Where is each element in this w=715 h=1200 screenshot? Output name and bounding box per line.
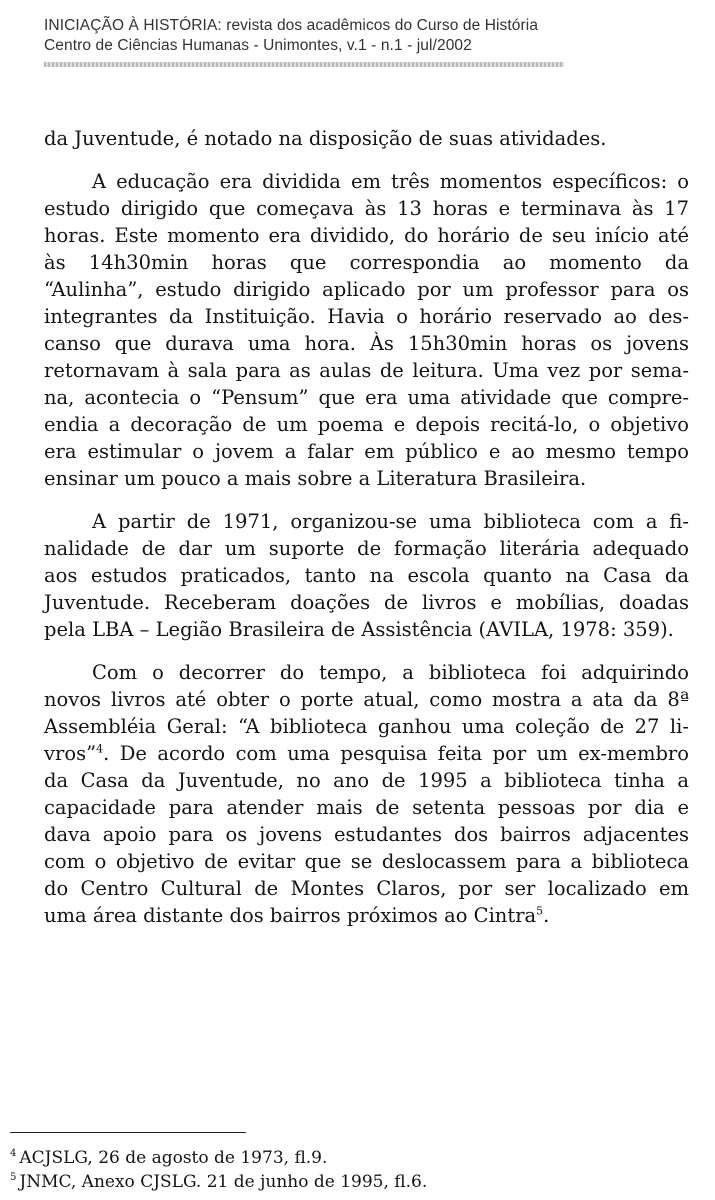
paragraph-line: endia a decoração de um poema e depois recitá-lo, o objetivo [44,413,689,436]
paragraph-line: retornavam à sala para as aulas de leitura. Uma vez por sema- [44,359,689,382]
footnote-ref: 5 [536,904,544,918]
paragraph-line: ensinar um pouco a mais sobre a Literatura Brasileira. [44,467,587,490]
paragraph-line: novos livros até obter o porte atual, como mostra a ata da 8ª [44,688,689,711]
footnote-divider [10,1132,246,1133]
paragraph-line: na, acontecia o “Pensum” que era uma atividade que compre- [44,386,689,409]
paragraph-line: vros”$^4$. De acordo com uma pesquisa feita por um ex-membro [44,742,689,765]
paragraph-line: da Juventude, é notado na disposição de suas atividades. [44,127,607,150]
paragraph-line: “Aulinha”, estudo dirigido aplicado por um professor para os [44,278,689,301]
footnote-item: $^4$ ACJSLG, 26 de agosto de 1973, fl.9. [10,1148,328,1168]
paragraph-line: horas. Este momento era dividido, do horário de seu início até [44,224,689,247]
paragraph-line: Com o decorrer do tempo, a biblioteca foi adquirindo [92,661,689,684]
paragraph-line: Juventude. Receberam doações de livros e mobílias, doadas [44,591,689,614]
paragraph-line: da Casa da Juventude, no ano de 1995 a biblioteca tinha a [44,769,689,792]
paragraph-line: aos estudos praticados, tanto na escola quanto na Casa da [44,564,689,587]
header-rule [44,62,564,67]
footnote-ref: 4 [96,742,104,756]
paragraph-line: A partir de 1971, organizou-se uma biblioteca com a fi- [92,510,689,533]
article-body [44,125,689,929]
paragraph-line: capacidade para atender mais de setenta pessoas por dia e [44,796,689,819]
header-line-2: Centro de Ciências Humanas - Unimontes, v.1 - n.1 - jul/2002 [44,37,472,54]
paragraph-line: integrantes da Instituição. Havia o horário reservado ao des- [44,305,689,328]
header-line-1: INICIAÇÃO À HISTÓRIA: revista dos acadêmicos do Curso de História [44,17,539,34]
footnotes [10,1146,610,1194]
paragraph-line: dava apoio para os jovens estudantes dos bairros adjacentes [44,823,689,846]
paragraph-line: com o objetivo de evitar que se deslocassem para a biblioteca [44,850,689,873]
paragraph-line: uma área distante dos bairros próximos ao Cintra$^5$. [44,904,550,927]
paragraph-line: do Centro Cultural de Montes Claros, por ser localizado em [44,877,689,900]
footnote-item: $^5$ JNMC, Anexo CJSLG. 21 de junho de 1995, fl.6. [10,1172,428,1192]
paragraph-line: Assembléia Geral: “A biblioteca ganhou uma coleção de 27 li- [44,715,689,738]
paragraph-line: nalidade de dar um suporte de formação literária adequado [44,537,689,560]
paragraph-line: A educação era dividida em três momentos específicos: o [92,170,689,193]
journal-header [44,16,604,67]
paragraph-line: era estimular o jovem a falar em público e ao mesmo tempo [44,440,689,463]
paragraph-line: pela LBA – Legião Brasileira de Assistência (AVILA, 1978: 359). [44,618,674,641]
paragraph-line: canso que durava uma hora. Às 15h30min horas os jovens [44,332,689,355]
paragraph-line: às 14h30min horas que correspondia ao momento da [44,251,689,274]
paragraph-line: estudo dirigido que começava às 13 horas e terminava às 17 [44,197,689,220]
